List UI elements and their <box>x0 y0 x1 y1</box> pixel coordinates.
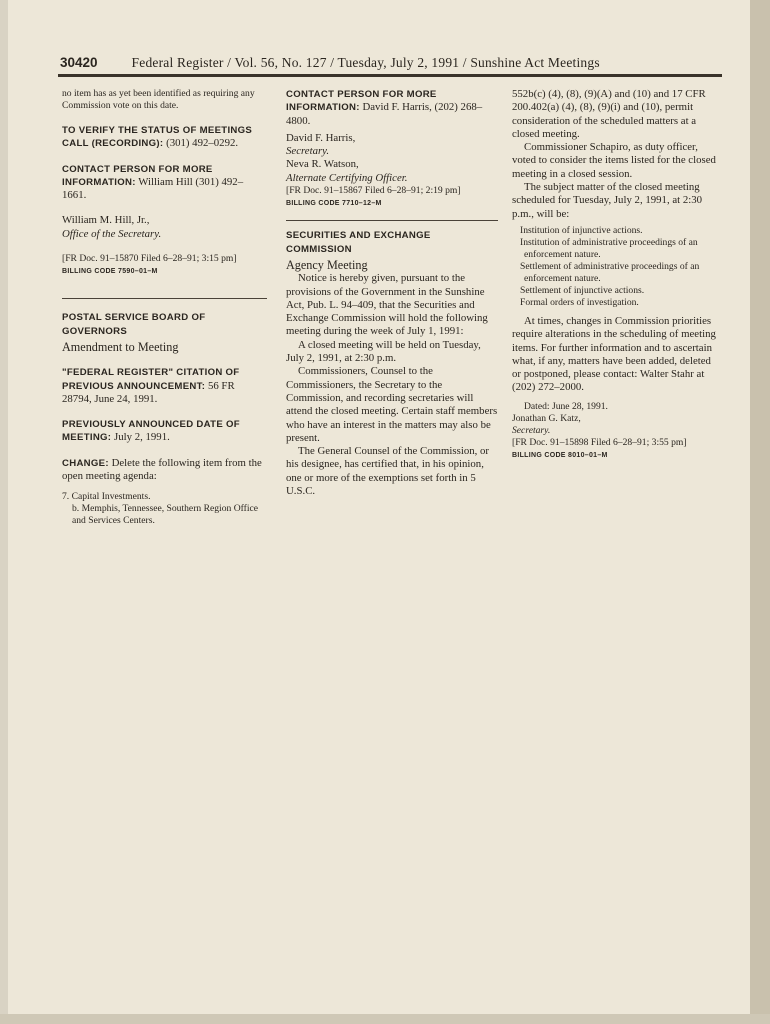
postal-certifier-title: Alternate Certifying Officer. <box>286 171 408 184</box>
list-item: Institution of administrative proceedings of an enforcement nature. <box>520 236 698 260</box>
nrc-contact-block <box>62 163 267 203</box>
prev-date-block <box>62 418 267 445</box>
postal-contact-value: David F. Harris, (202) 268–4800. <box>286 101 483 127</box>
change-value: Delete the following item from the open meeting agenda: <box>62 456 262 483</box>
change-block <box>62 457 267 484</box>
nrc-fr-doc: [FR Doc. 91–15870 Filed 6–28–91; 3:15 pm] <box>62 253 237 265</box>
column-2 <box>286 88 498 498</box>
postal-subject: Amendment to Meeting <box>62 339 179 354</box>
sec-certification-paragraph: The General Counsel of the Commission, or his designee, has certified that, in his opinion, one or more of the exemptions set forth in 5 U.S.C. <box>286 445 490 498</box>
column-1 <box>62 88 267 527</box>
postal-signer-title: Secretary. <box>286 145 330 158</box>
verify-status-label: TO VERIFY THE STATUS OF MEETINGS CALL (RECORDING): <box>62 125 253 150</box>
sec-subject: Agency Meeting <box>286 257 368 272</box>
header-rule <box>58 74 722 77</box>
column-3 <box>512 88 722 462</box>
nrc-continuation-text: no item has as yet been identified as requiring any Commission vote on this date. <box>62 88 255 111</box>
postal-fr-doc: [FR Doc. 91–15867 Filed 6–28–91; 2:19 pm] <box>286 185 461 197</box>
sec-meeting-time-paragraph: A closed meeting will be held on Tuesday, July 2, 1991, at 2:30 p.m. <box>286 338 481 365</box>
sec-attendees-paragraph: Commissioners, Counsel to the Commissioners, the Secretary to the Commission, and recording secretaries will attend the closed meeting. Certain staff members who have an interest in the matters may also be present. <box>286 365 498 444</box>
postal-signer: David F. Harris, <box>286 131 356 144</box>
nrc-signer: William M. Hill, Jr., <box>62 214 150 227</box>
list-item: Settlement of administrative proceedings of an enforcement nature. <box>520 260 700 284</box>
agenda-item-7: 7. Capital Investments. <box>62 491 151 503</box>
verify-status-block <box>62 124 267 151</box>
running-header <box>60 55 720 73</box>
change-label: CHANGE: <box>62 457 109 469</box>
sec-notice-paragraph: Notice is hereby given, pursuant to the provisions of the Government in the Sunshine Act, Pub. L. 94–409, that the Securities and Exchange Commission will hold the following meeting during the week of July 1, 1991: <box>286 272 488 338</box>
sec-exemptions-paragraph: 552b(c) (4), (8), (9)(A) and (10) and 17 CFR 200.402(a) (4), (8), (9)(i) and (10), permit consideration of the scheduled matters at a closed meeting. <box>512 88 706 140</box>
sec-agency-heading: SECURITIES AND EXCHANGE COMMISSION <box>286 230 431 255</box>
citation-value: 56 FR 28794, June 24, 1991. <box>62 379 235 405</box>
running-head-text: Federal Register / Vol. 56, No. 127 / Tuesday, July 2, 1991 / Sunshine Act Meetings <box>131 55 600 70</box>
postal-agency-heading: POSTAL SERVICE BOARD OF GOVERNORS <box>62 312 206 337</box>
sec-duty-officer-paragraph: Commissioner Schapiro, as duty officer, voted to consider the items listed for the closed meeting in a closed session. <box>512 141 716 180</box>
sec-billing-code: BILLING CODE 8010–01–M <box>512 451 608 459</box>
list-item: Settlement of injunctive actions. <box>520 284 645 296</box>
postal-contact-label: CONTACT PERSON FOR MORE INFORMATION: <box>286 89 437 114</box>
sec-signer-title: Secretary. <box>512 424 551 436</box>
prev-date-value: July 2, 1991. <box>114 431 170 444</box>
nrc-contact-value: William Hill (301) 492–1661. <box>62 175 244 202</box>
sec-dated: Dated: June 28, 1991. <box>524 400 608 412</box>
postal-billing-code: BILLING CODE 7710–12–M <box>286 200 382 208</box>
sec-fr-doc: [FR Doc. 91–15898 Filed 6–28–91; 3:55 pm] <box>512 436 687 448</box>
prev-date-label: PREVIOUSLY ANNOUNCED DATE OF MEETING: <box>62 419 240 444</box>
list-item: Institution of injunctive actions. <box>520 224 643 236</box>
subject-matter-list <box>512 225 722 309</box>
page-bottom-edge <box>0 1014 770 1024</box>
sec-subject-matter-paragraph: The subject matter of the closed meeting scheduled for Tuesday, July 2, 1991, at 2:30 p.m., will be: <box>512 181 703 220</box>
page-edge-shadow <box>750 0 770 1024</box>
citation-block <box>62 366 267 406</box>
postal-certifier: Neva R. Watson, <box>286 158 359 171</box>
verify-status-value: (301) 492–0292. <box>166 137 239 150</box>
sec-signer: Jonathan G. Katz, <box>512 412 581 424</box>
nrc-billing-code: BILLING CODE 7590–01–M <box>62 268 158 276</box>
postal-contact-block <box>286 88 498 128</box>
nrc-signer-office: Office of the Secretary. <box>62 227 162 240</box>
list-item: Formal orders of investigation. <box>520 296 639 308</box>
page-number: 30420 <box>60 55 98 70</box>
nrc-contact-label: CONTACT PERSON FOR MORE INFORMATION: <box>62 163 213 188</box>
agenda-item-7b: b. Memphis, Tennessee, Southern Region Office and Services Centers. <box>72 503 259 527</box>
sec-contact-paragraph: At times, changes in Commission priorities require alterations in the scheduling of meeting items. For further information and to ascertain what, if any, matters have been added, deleted or postponed, please contact: Walter Stahr at (202) 272–2000. <box>512 314 716 394</box>
citation-label: "FEDERAL REGISTER" CITATION OF PREVIOUS ANNOUNCEMENT: <box>62 367 240 392</box>
